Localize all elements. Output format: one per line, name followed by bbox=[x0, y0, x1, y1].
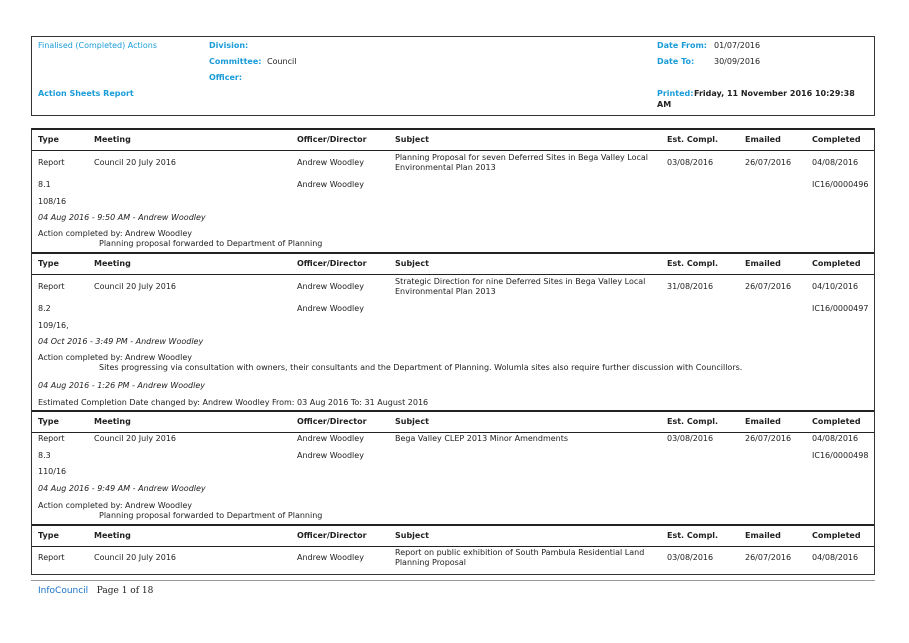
col-officer: Officer/Director bbox=[297, 531, 367, 540]
item-number: 8.2 bbox=[38, 304, 51, 313]
col-subject: Subject bbox=[395, 259, 429, 268]
action-completed: 04/08/2016 bbox=[812, 434, 859, 443]
printed-label: Printed: bbox=[657, 89, 694, 98]
table-header-row bbox=[32, 130, 874, 151]
note-text: Estimated Completion Date changed by: Andrew Woodley From: 03 Aug 2016 To: 31 August 2016 bbox=[38, 398, 429, 407]
action-est-compl: 03/08/2016 bbox=[667, 553, 714, 562]
note-timestamp: 04 Aug 2016 - 1:26 PM - Andrew Woodley bbox=[38, 381, 205, 390]
date-from-value: 01/07/2016 bbox=[714, 41, 761, 50]
action-subject: Planning Proposal for seven Deferred Sites in Bega Valley Local Environmental Plan 2013 bbox=[395, 153, 649, 172]
col-officer: Officer/Director bbox=[297, 135, 367, 144]
col-completed: Completed bbox=[812, 135, 861, 144]
item-officer: Andrew Woodley bbox=[297, 180, 364, 189]
col-meeting: Meeting bbox=[94, 135, 131, 144]
action-type: Report bbox=[38, 282, 65, 291]
action-completed: 04/10/2016 bbox=[812, 282, 859, 291]
action-type: Report bbox=[38, 158, 65, 167]
table-header-row bbox=[32, 524, 874, 547]
item-officer: Andrew Woodley bbox=[297, 304, 364, 313]
action-emailed: 26/07/2016 bbox=[745, 434, 792, 443]
item-number: 8.3 bbox=[38, 451, 51, 460]
table-header-row bbox=[32, 252, 874, 275]
page-footer bbox=[38, 586, 153, 596]
action-officer: Andrew Woodley bbox=[297, 282, 364, 291]
footer-brand: InfoCouncil bbox=[38, 586, 89, 596]
col-completed: Completed bbox=[812, 259, 861, 268]
col-emailed: Emailed bbox=[745, 259, 781, 268]
report-type: Finalised (Completed) Actions bbox=[38, 41, 158, 50]
col-officer: Officer/Director bbox=[297, 259, 367, 268]
date-to-value: 30/09/2016 bbox=[714, 57, 761, 66]
note-text: Action completed by: Andrew Woodley bbox=[38, 501, 192, 510]
printed-value-cont: AM bbox=[657, 100, 672, 109]
action-subject: Bega Valley CLEP 2013 Minor Amendments bbox=[395, 434, 569, 443]
table-header-row bbox=[32, 410, 874, 433]
action-emailed: 26/07/2016 bbox=[745, 282, 792, 291]
action-est-compl: 31/08/2016 bbox=[667, 282, 714, 291]
action-officer: Andrew Woodley bbox=[297, 434, 364, 443]
col-officer: Officer/Director bbox=[297, 417, 367, 426]
doc-reference: IC16/0000496 bbox=[812, 180, 869, 189]
note-detail: Sites progressing via consultation with owners, their consultants and the Department of Planning. Wolumla sites also require further discussion with Councillors. bbox=[99, 363, 743, 372]
officer-label: Officer: bbox=[209, 73, 243, 82]
printed-value: Friday, 11 November 2016 10:29:38 bbox=[694, 89, 855, 98]
col-subject: Subject bbox=[395, 135, 429, 144]
action-meeting: Council 20 July 2016 bbox=[94, 282, 177, 291]
footer-divider bbox=[31, 580, 875, 581]
note-timestamp: 04 Oct 2016 - 3:49 PM - Andrew Woodley bbox=[38, 337, 204, 346]
col-est-compl: Est. Compl. bbox=[667, 531, 719, 540]
action-completed: 04/08/2016 bbox=[812, 158, 859, 167]
doc-reference: IC16/0000498 bbox=[812, 451, 869, 460]
col-subject: Subject bbox=[395, 531, 429, 540]
report-title: Action Sheets Report bbox=[38, 89, 134, 98]
action-officer: Andrew Woodley bbox=[297, 553, 364, 562]
note-detail: Planning proposal forwarded to Department of Planning bbox=[99, 511, 323, 520]
note-timestamp: 04 Aug 2016 - 9:49 AM - Andrew Woodley bbox=[38, 484, 206, 493]
action-meeting: Council 20 July 2016 bbox=[94, 158, 177, 167]
action-subject: Strategic Direction for nine Deferred Sites in Bega Valley Local Environmental Plan 2013 bbox=[395, 277, 646, 296]
action-emailed: 26/07/2016 bbox=[745, 158, 792, 167]
committee-value: Council bbox=[267, 57, 297, 66]
resolution-number: 108/16 bbox=[38, 197, 67, 206]
col-emailed: Emailed bbox=[745, 135, 781, 144]
action-type: Report bbox=[38, 553, 65, 562]
note-text: Action completed by: Andrew Woodley bbox=[38, 353, 192, 362]
col-est-compl: Est. Compl. bbox=[667, 417, 719, 426]
note-detail: Planning proposal forwarded to Department of Planning bbox=[99, 239, 323, 248]
action-type: Report bbox=[38, 434, 65, 443]
col-completed: Completed bbox=[812, 417, 861, 426]
note-text: Action completed by: Andrew Woodley bbox=[38, 229, 192, 238]
page-number: Page 1 of 18 bbox=[96, 586, 154, 596]
action-est-compl: 03/08/2016 bbox=[667, 434, 714, 443]
col-type: Type bbox=[38, 259, 59, 268]
action-emailed: 26/07/2016 bbox=[745, 553, 792, 562]
col-est-compl: Est. Compl. bbox=[667, 135, 719, 144]
col-subject: Subject bbox=[395, 417, 429, 426]
resolution-number: 110/16 bbox=[38, 467, 67, 476]
col-completed: Completed bbox=[812, 531, 861, 540]
date-from-label: Date From: bbox=[657, 41, 708, 50]
committee-label: Committee: bbox=[209, 57, 262, 66]
resolution-number: 109/16, bbox=[38, 321, 69, 330]
col-type: Type bbox=[38, 417, 59, 426]
note-timestamp: 04 Aug 2016 - 9:50 AM - Andrew Woodley bbox=[38, 213, 206, 222]
col-emailed: Emailed bbox=[745, 531, 781, 540]
division-label: Division: bbox=[209, 41, 249, 50]
action-subject: Report on public exhibition of South Pambula Residential Land Planning Proposal bbox=[395, 548, 645, 567]
col-est-compl: Est. Compl. bbox=[667, 259, 719, 268]
item-officer: Andrew Woodley bbox=[297, 451, 364, 460]
col-meeting: Meeting bbox=[94, 417, 131, 426]
col-meeting: Meeting bbox=[94, 531, 131, 540]
action-meeting: Council 20 July 2016 bbox=[94, 434, 177, 443]
action-est-compl: 03/08/2016 bbox=[667, 158, 714, 167]
report-header bbox=[31, 36, 875, 116]
col-type: Type bbox=[38, 531, 59, 540]
item-number: 8.1 bbox=[38, 180, 51, 189]
date-to-label: Date To: bbox=[657, 57, 695, 66]
col-meeting: Meeting bbox=[94, 259, 131, 268]
actions-table bbox=[31, 128, 875, 575]
action-meeting: Council 20 July 2016 bbox=[94, 553, 177, 562]
action-officer: Andrew Woodley bbox=[297, 158, 364, 167]
col-emailed: Emailed bbox=[745, 417, 781, 426]
doc-reference: IC16/0000497 bbox=[812, 304, 869, 313]
col-type: Type bbox=[38, 135, 59, 144]
action-completed: 04/08/2016 bbox=[812, 553, 859, 562]
